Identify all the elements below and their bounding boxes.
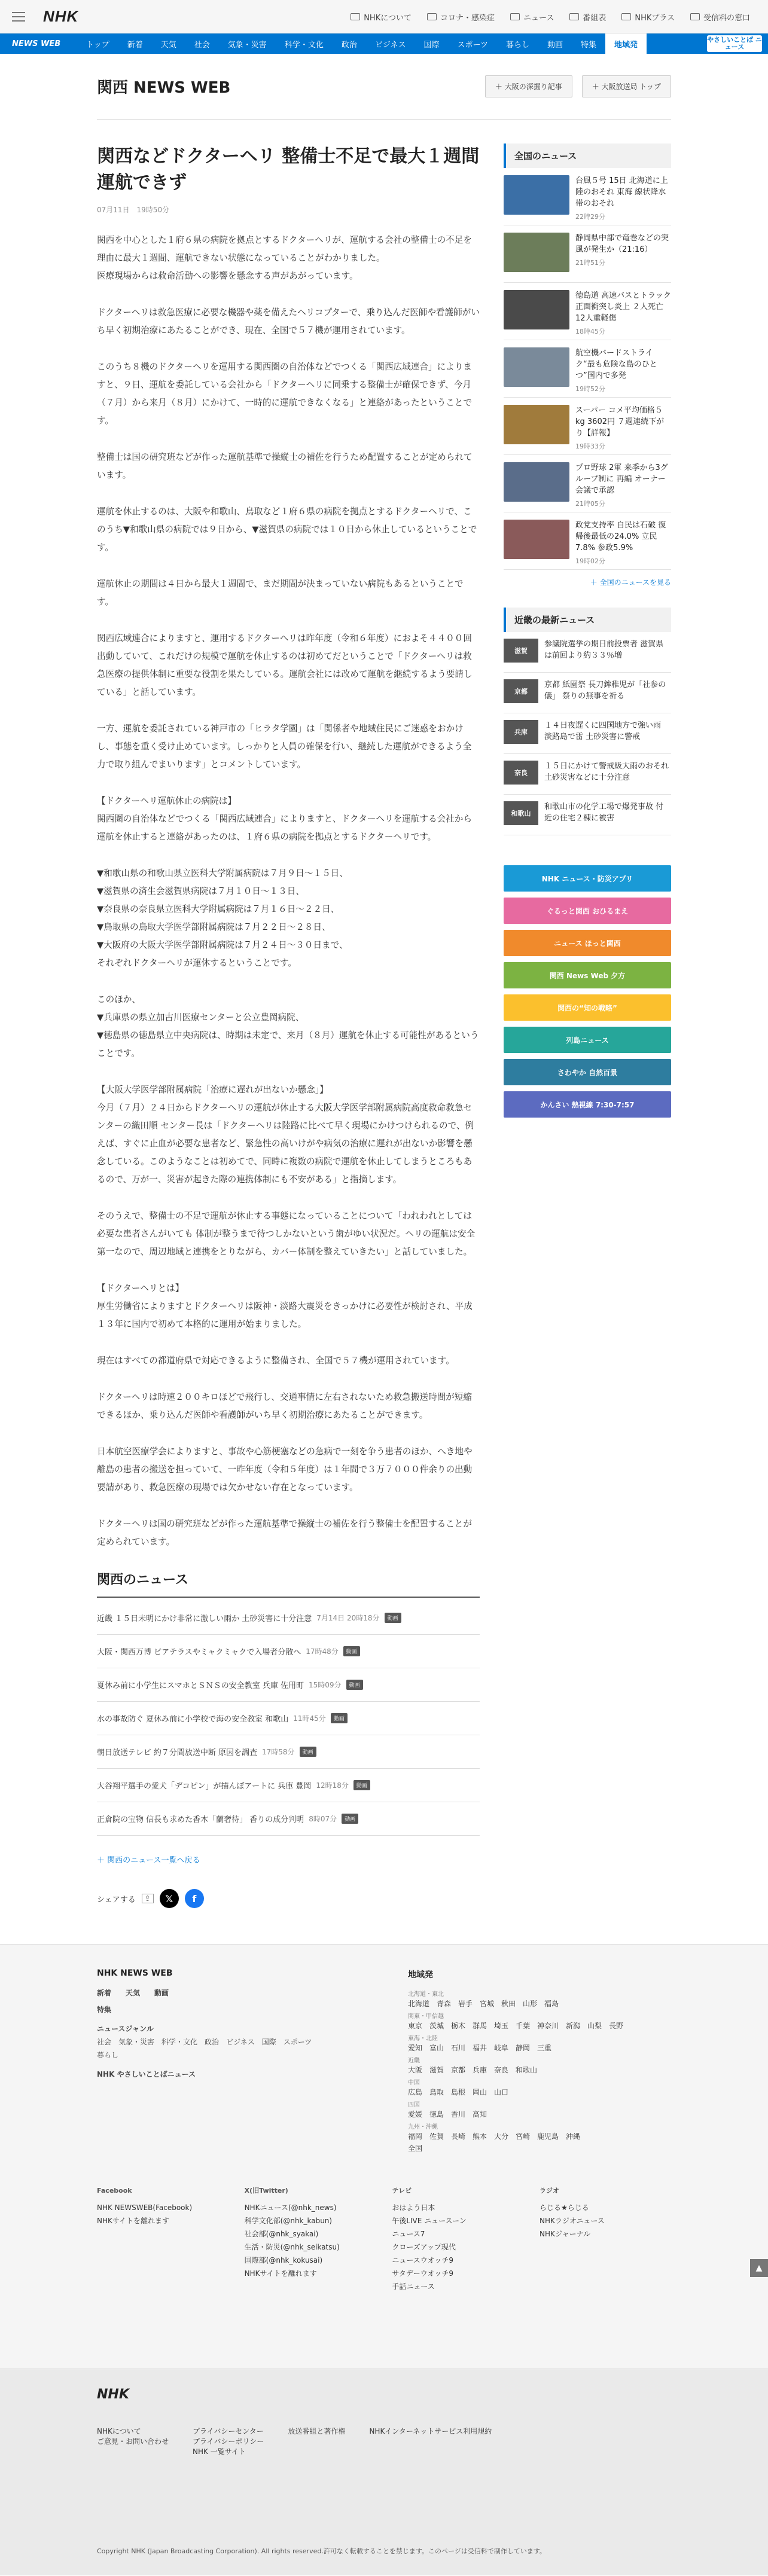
region-links[interactable]: 愛知 富山 石川 福井 岐阜 静岡 三重 — [408, 2044, 552, 2052]
prefecture-tag: 奈良 — [504, 761, 538, 785]
menu-icon[interactable] — [12, 11, 29, 23]
footer-link[interactable]: クローズアップ現代 — [392, 2243, 456, 2251]
nav-item-international[interactable]: 国際 — [423, 40, 440, 50]
nav-item-weather[interactable]: 天気 — [160, 40, 176, 50]
footer-genre-link[interactable]: 政治 — [205, 2038, 220, 2046]
kansai-news-time: 7月14日 20時18分 — [316, 1614, 380, 1622]
footer-link[interactable]: 社会部(@nhk_syakai) — [244, 2230, 319, 2238]
region-links[interactable]: 東京 茨城 栃木 群馬 埼玉 千葉 神奈川 新潟 山梨 長野 — [408, 2022, 624, 2030]
kinki-news-item[interactable] — [504, 795, 671, 835]
nav-item-video[interactable]: 動画 — [547, 40, 563, 50]
video-badge: 動画 — [346, 1680, 363, 1690]
nav-item-top[interactable]: トップ — [86, 40, 109, 50]
share-bar — [97, 1889, 480, 1932]
footer-genre-link[interactable]: 科学・文化 — [161, 2038, 198, 2046]
kansai-news-time: 12時18分 — [316, 1781, 349, 1790]
program-banner[interactable]: ぐるっと関西 おひるまえ — [504, 898, 671, 924]
national-news-title: 徳島道 高速バスとトラック正面衝突し炎上 ２人死亡 12人重軽傷 — [575, 291, 671, 323]
bottom-link-copyright[interactable]: 放送番組と著作権 — [288, 2427, 346, 2435]
video-badge: 動画 — [342, 1814, 358, 1824]
footer — [0, 1944, 768, 2369]
footer-column-heading: X(旧Twitter) — [244, 2187, 288, 2195]
footer-easy-news[interactable]: NHK やさしいことばニュース — [97, 2070, 196, 2078]
header-link-about[interactable]: NHKについて — [351, 11, 412, 23]
article-paragraph: 【ドクターヘリとは】 厚生労働省によりますとドクターヘリは阪神・淡路大震災をきっかけに必要性が検討され、平成１３年に国内で初めて本格的に運用が始まりました。 — [97, 1283, 473, 1329]
footer-genre-link[interactable]: ビジネス — [226, 2038, 255, 2046]
national-news-time: 22時29分 — [575, 213, 605, 221]
top-header — [0, 0, 768, 33]
national-news-item[interactable] — [504, 398, 671, 455]
article-paragraph: ドクターヘリは時速２００キロほどで飛行し、交通事情に左右されないため救急搬送時間が短縮できるほか、乗り込んだ医師や看護師がいち早く初期治療にあたることができます。 — [97, 1392, 472, 1420]
national-news-title: 政党支持率 自民は石破 復帰後最低の24.0% 立民 7.8% 参政5.9% — [575, 521, 666, 553]
national-news-title: スーパー コメ平均価格５kg 3602円 ７週連続下がり【詳報】 — [575, 406, 665, 438]
article-paragraph: ドクターヘリは救急医療に必要な機器や薬を備えたヘリコプターで、乗り込んだ医師や看護師がいち早く初期治療にあたることができ、現在、全国で５７機が運用されています。 — [97, 307, 480, 335]
article-paragraph: 【大阪大学医学部附属病院「治療に遅れが出ないか懸念」】 今月（７月）２４日からドクターヘリの運航が休止する大阪大学医学部附属病院高度救命救急センターの織田順 センター長は「ドクターヘリは陸路に比べて早く現場にかけつけられるので、例えば、すぐに止血が必要な患者など、緊急性の高いけがや病気の治療に遅れが出ないか影響を懸念している。このようなことは初めてで、同時に複数の病院で運航を休止してしまうところもあるので、万が一、災害が起きた際の連携体制にも不安がある」と指摘します。 — [97, 1085, 474, 1185]
header-link-news[interactable]: ニュース — [510, 11, 554, 23]
prefecture-tag: 京都 — [504, 679, 538, 703]
footer-link[interactable]: ニュースウオッチ9 — [392, 2256, 453, 2264]
footer-link-column — [245, 2184, 376, 2293]
footer-genre-link[interactable]: 国際 — [261, 2038, 276, 2046]
video-badge: 動画 — [331, 1713, 348, 1723]
news-thumbnail — [504, 175, 569, 215]
kansai-news-title: 近畿 １５日未明にかけ非常に激しい雨か 土砂災害に十分注意 — [97, 1614, 312, 1623]
easy-news-button[interactable]: やさしいことば ニュース — [707, 36, 762, 51]
main-nav — [0, 33, 768, 54]
footer-link-column — [392, 2184, 523, 2293]
footer-link[interactable]: サタデーウオッチ9 — [392, 2269, 453, 2278]
section-title[interactable]: 関西 NEWS WEB — [97, 79, 231, 97]
nav-item-life[interactable]: 暮らし — [505, 40, 529, 50]
article-paragraph: このうち８機のドクターヘリを運用する関西圏の自治体などでつくる「関西広域連合」によりますと、９日、運航を委託している会社から「ドクターヘリに同乗する整備士が確保できず、今月（７月）から来月（８月）にかけて、一時的に運航できなくなる」と連絡があったということです。 — [97, 362, 473, 426]
article-paragraph: 日本航空医療学会によりますと、事故や心筋梗塞などの急病で一刻を争う患者のほか、へき地や離島の患者の搬送を担っていて、一昨年度（令和５年度）は１年間で３万７０００件余りの出動要請があり、救急医療の現場では欠かせない存在となっています。 — [97, 1446, 473, 1493]
article-title: 関西などドクターヘリ 整備士不足で最大１週間運航できず — [97, 146, 480, 193]
nav-item-society[interactable]: 社会 — [194, 40, 210, 50]
nav-item-new[interactable]: 新着 — [127, 40, 143, 50]
bottom-link-privacy-center[interactable]: プライバシーセンター — [193, 2427, 264, 2435]
region-group-label: 北海道・東北 — [408, 1991, 444, 1998]
plus-icon — [621, 13, 631, 20]
kinki-news-item[interactable] — [504, 713, 671, 754]
footer-genre-link[interactable]: 気象・災害 — [118, 2038, 155, 2046]
national-news-time: 19時33分 — [575, 442, 605, 450]
schedule-icon — [569, 13, 579, 20]
footer-link-column — [97, 2184, 228, 2293]
footer-link-column — [540, 2184, 671, 2293]
kinki-news-title: １４日夜遅くに四国地方で強い雨 淡路島で雷 土砂災害に警戒 — [544, 721, 662, 741]
kinki-news-heading: 近畿の最新ニュース — [504, 608, 671, 632]
footer-link[interactable]: ニュース7 — [392, 2230, 425, 2238]
header-link-schedule[interactable]: 番組表 — [569, 11, 606, 23]
region-links[interactable]: 愛媛 徳島 香川 高知 — [408, 2110, 487, 2119]
footer-link[interactable]: NHKサイトを離れます — [244, 2269, 317, 2278]
article-date: 07月11日 19時50分 — [97, 206, 170, 214]
national-news-item[interactable] — [504, 283, 671, 340]
footer-links-grid — [97, 2184, 671, 2293]
footer-region-heading: 地域発 — [408, 1970, 433, 1980]
article-body — [97, 231, 480, 1551]
share-label: シェアする — [97, 1895, 136, 1904]
kansai-news-item[interactable] — [97, 1635, 480, 1668]
program-banner[interactable]: さわやか 自然百景 — [504, 1059, 671, 1085]
footer-link[interactable]: NHKニュース(@nhk_news) — [244, 2203, 337, 2212]
kansai-news-item[interactable] — [97, 1702, 480, 1735]
nhk-logo[interactable]: NHK — [43, 7, 79, 25]
article-paragraph: ▼和歌山県の和歌山県立医科大学附属病院は７月９日～１５日、 ▼滋賀県の済生会滋賀県病院は７月１０日～１３日、 ▼奈良県の奈良県立医科大学附属病院は７月１６日～２２日、 ▼鳥取県の鳥取大学医学部附属病院は７月２２日～２８日、 ▼大阪府の大阪大学医学部附属病院は７月２４日～３０日まで、 それぞれドクターヘリが運休するということです。 — [97, 868, 348, 968]
video-badge: 動画 — [385, 1613, 401, 1623]
footer-genre-heading: ニュースジャンル — [97, 2025, 154, 2033]
news-thumbnail — [504, 462, 569, 502]
bottom-footer — [0, 2369, 768, 2575]
kansai-news-title: 水の事故防ぐ 夏休み前に小学校で海の安全教室 和歌山 — [97, 1715, 289, 1724]
program-banner[interactable]: ニュース ほっと関西 — [504, 930, 671, 956]
nav-item-special[interactable]: 特集 — [581, 40, 597, 50]
page-content — [97, 54, 671, 1932]
prefecture-tag: 兵庫 — [504, 720, 538, 744]
national-news-item[interactable] — [504, 340, 671, 398]
nav-item-science[interactable]: 科学・文化 — [284, 40, 324, 50]
region-links[interactable]: 北海道 青森 岩手 宮城 秋田 山形 福島 — [408, 2000, 559, 2008]
footer-link[interactable]: NHKサイトを離れます — [97, 2217, 170, 2225]
article-paragraph: 関西を中心とした１府６県の病院を拠点とするドクターヘリが、運航する会社の整備士の不足を理由に最大１週間、運航できない状態になっていることがわかりました。 医療現場からは救命活動への影響を懸念する声があがっています。 — [97, 235, 472, 281]
footer-link-weather[interactable]: 天気 — [126, 1989, 141, 1997]
national-news-item[interactable] — [504, 225, 671, 283]
nav-item-region[interactable]: 地域発 — [605, 33, 647, 54]
kansai-news-time: 15時09分 — [309, 1681, 342, 1689]
bottom-link-privacy-policy[interactable]: プライバシーポリシー — [193, 2437, 264, 2446]
footer-link[interactable]: 手話ニュース — [392, 2282, 435, 2291]
kansai-news-list — [97, 1601, 480, 1836]
kansai-news-item[interactable] — [97, 1668, 480, 1702]
header-link-corona[interactable]: コロナ・感染症 — [427, 11, 495, 23]
national-news-heading: 全国のニュース — [504, 144, 671, 168]
national-news-item[interactable] — [504, 455, 671, 512]
national-news-title: プロ野球 2軍 来季から3グループ制に 再編 オーナー会議で承認 — [575, 463, 668, 495]
program-banner[interactable]: NHK ニュース・防災アプリ — [504, 865, 671, 892]
footer-link[interactable]: おはよう日本 — [392, 2203, 435, 2212]
copyright: Copyright NHK (Japan Broadcasting Corporation). All rights reserved.許可なく転載することを禁じます。このページは受信料で制作しています。 — [97, 2547, 546, 2555]
national-news-time: 21時51分 — [575, 259, 605, 267]
program-banner[interactable]: 関西の“知の戦略” — [504, 994, 671, 1021]
region-links[interactable]: 広島 鳥取 島根 岡山 山口 — [408, 2088, 509, 2096]
bottom-nhk-logo[interactable]: NHK — [97, 2387, 129, 2402]
national-news-list — [504, 168, 671, 570]
kansai-news-item[interactable] — [97, 1601, 480, 1635]
video-badge: 動画 — [353, 1780, 370, 1790]
kinki-news-title: １５日にかけて警戒級大雨のおそれ 土砂災害などに十分注意 — [544, 762, 669, 782]
footer-regions — [408, 1989, 671, 2154]
footer-link[interactable]: 国際部(@nhk_kokusai) — [244, 2256, 323, 2264]
kansai-news-time: 8時07分 — [309, 1815, 337, 1823]
video-badge: 動画 — [343, 1646, 360, 1656]
national-news-time: 19時02分 — [575, 557, 605, 565]
news-thumbnail — [504, 233, 569, 272]
kinki-news-list — [504, 632, 671, 835]
region-group-label: 東海・北陸 — [408, 2035, 438, 2042]
news-thumbnail — [504, 347, 569, 387]
kansai-news-item[interactable] — [97, 1769, 480, 1802]
program-banners — [504, 865, 671, 1118]
program-banner[interactable]: 関西 News Web 夕方 — [504, 962, 671, 988]
kansai-news-time: 17時48分 — [306, 1647, 339, 1656]
article-paragraph: そのうえで、整備士の不足で運航が休止する事態になっていることについて「われわれとしては必要な患者さんがいても 体制が整うまで待つしかないという歯がゆい状況だ。ヘリの運航は安全第一なので、周辺地域と連携をとりながら、カバー体制を整えていきたい」と話していました。 — [97, 1211, 476, 1257]
national-news-more-link[interactable]: ＋ 全国のニュースを見る — [590, 578, 671, 587]
bottom-link-about[interactable]: NHKについて — [97, 2427, 141, 2435]
news-thumbnail — [504, 290, 569, 329]
region-group-label: 関東・甲信越 — [408, 2013, 444, 2020]
kansai-news-time: 17時58分 — [262, 1748, 295, 1756]
national-news-title: 台風５号 15日 北海道に上陸のおそれ 東海 線状降水帯のおそれ — [575, 176, 668, 208]
nav-item-politics[interactable]: 政治 — [341, 40, 357, 50]
footer-link[interactable]: 生活・防災(@nhk_seikatsu) — [244, 2243, 340, 2251]
osaka-station-top-button[interactable]: ＋ 大阪放送局 トップ — [582, 75, 671, 97]
corona-icon — [427, 13, 437, 20]
national-news-time: 21時05分 — [575, 500, 605, 508]
kansai-news-item[interactable] — [97, 1735, 480, 1769]
footer-title[interactable]: NHK NEWS WEB — [97, 1968, 173, 1978]
footer-link[interactable]: 午後LIVE ニュースーン — [392, 2217, 467, 2225]
footer-link[interactable]: らじる★らじる — [539, 2203, 589, 2212]
kinki-news-title: 和歌山市の化学工場で爆発事故 付近の住宅２棟に被害 — [544, 802, 664, 823]
region-group-label: 四国 — [408, 2102, 420, 2108]
section-header — [97, 54, 671, 120]
prefecture-tag: 和歌山 — [504, 801, 538, 825]
bottom-link-sites[interactable]: NHK 一覧サイト — [193, 2447, 246, 2456]
region-links[interactable]: 全国 — [408, 2144, 423, 2153]
region-links[interactable]: 大阪 滋賀 京都 兵庫 奈良 和歌山 — [408, 2066, 538, 2074]
news-thumbnail — [504, 520, 569, 559]
national-news-title: 静岡県中部で竜巻などの突風が発生か（21:16） — [575, 234, 669, 254]
footer-link-new[interactable]: 新着 — [97, 1989, 112, 1997]
national-news-title: 航空機バードストライク“最も危険な島のひとつ”国内で多発 — [575, 349, 657, 380]
program-banner[interactable]: 列島ニュース — [504, 1027, 671, 1053]
kansai-news-title: 正倉院の宝物 信長も求めた香木「蘭奢待」 香りの成分判明 — [97, 1815, 304, 1824]
kansai-news-item[interactable] — [97, 1802, 480, 1836]
program-banner[interactable]: かんさい 熱視線 7:30-7:57 — [504, 1091, 671, 1118]
kansai-news-title: 大阪・関西万博 ビアテラスやミャクミャクで入場者分散へ — [97, 1648, 301, 1657]
region-group-label: 近畿 — [408, 2058, 420, 2064]
kansai-news-title: 朝日放送テレビ 約７分間放送中断 原因を調査 — [97, 1748, 258, 1757]
national-news-time: 19時52分 — [575, 385, 605, 393]
footer-link[interactable]: 科学文化部(@nhk_kabun) — [244, 2217, 333, 2225]
share-icon[interactable]: ⇪ — [142, 1894, 154, 1903]
kansai-news-heading: 関西のニュース — [97, 1570, 480, 1598]
header-link-fee[interactable]: 受信料の窓口 — [690, 11, 750, 23]
news-icon — [510, 13, 520, 20]
kinki-news-title: 京都 紙園祭 長刀鉾稚児が「社参の儀」 祭りの無事を祈る — [544, 680, 666, 701]
national-news-time: 18時45分 — [575, 328, 605, 335]
national-news-item[interactable] — [504, 512, 671, 570]
bottom-link-contact[interactable]: ご意見・お問い合わせ — [97, 2437, 169, 2446]
article-paragraph: 現在はすべての都道府県で対応できるように整備され、全国で５７機が運用されています。 — [97, 1356, 455, 1366]
footer-link-special[interactable]: 特集 — [97, 2006, 112, 2014]
footer-genres — [97, 2035, 312, 2062]
nav-brand[interactable]: NEWS WEB — [12, 39, 61, 48]
kansai-news-more-link[interactable]: ＋ 関西のニュース一覧へ戻る — [97, 1856, 200, 1865]
region-group-label: 九州・沖縄 — [408, 2124, 438, 2131]
nav-item-sports[interactable]: スポーツ — [457, 40, 488, 50]
article-paragraph: 関西広域連合によりますと、運用するドクターヘリは昨年度（令和６年度）におよそ４４００回出動していて、これだけの規模で運航を休止するのは初めてだということで「ドクターヘリは救急医療の提供体制に重要な役割を果たしている。運航会社には改めて運航を継続するよう要請している」と話しています。 — [97, 633, 473, 697]
back-to-top-button[interactable]: ▲ — [750, 2259, 768, 2277]
footer-genre-link[interactable]: スポーツ — [283, 2038, 312, 2046]
kansai-news-title: 大谷翔平選手の愛犬「デコピン」が描んぼアートに 兵庫 豊岡 — [97, 1782, 312, 1791]
header-links — [351, 0, 750, 33]
footer-link[interactable]: NHKジャーナル — [539, 2230, 590, 2238]
news-thumbnail — [504, 405, 569, 444]
facebook-icon[interactable]: f — [185, 1889, 204, 1908]
article-paragraph: 運航を休止するのは、大阪や和歌山、鳥取など１府６県の病院を拠点とするドクターヘリで、このうち▼和歌山県の病院では９日から、▼滋賀県の病院では１０日から休止しているということです。 — [97, 506, 477, 553]
header-link-plus[interactable]: NHKプラス — [621, 11, 675, 23]
footer-genre-link[interactable]: 暮らし — [97, 2051, 119, 2059]
footer-link[interactable]: NHKラジオニュース — [539, 2217, 605, 2225]
region-group-label: 中国 — [408, 2080, 420, 2086]
osaka-deep-articles-button[interactable]: ＋ 大阪の深掘り記事 — [485, 75, 572, 97]
kansai-news-time: 11時45分 — [293, 1714, 326, 1723]
article-paragraph: 【ドクターヘリ運航休止の病院は】 関西圏の自治体などでつくる「関西広域連合」によりますと、ドクターヘリを運航する会社から運航を休止すると連絡があったのは、１府６県の病院を拠点とするドクターヘリです。 — [97, 796, 472, 842]
footer-link-video[interactable]: 動画 — [154, 1989, 169, 1997]
kinki-news-item[interactable] — [504, 673, 671, 713]
kinki-news-title: 参議院選挙の期日前投票者 滋賀県は前回より約３３％増 — [544, 640, 664, 660]
article-paragraph: 運航休止の期間は４日から最大１週間で、まだ期間が決まっていない病院もあるということです。 — [97, 579, 464, 607]
bottom-link-terms[interactable]: NHKインターネットサービス利用規約 — [369, 2427, 492, 2435]
footer-column-heading: テレビ — [392, 2187, 412, 2195]
nhk-icon — [351, 13, 360, 20]
footer-column-heading: ラジオ — [539, 2187, 559, 2195]
article-column — [97, 144, 480, 1932]
nav-item-disaster[interactable]: 気象・災害 — [227, 40, 267, 50]
footer-column-heading: Facebook — [97, 2187, 132, 2195]
national-news-item[interactable] — [504, 168, 671, 225]
prefecture-tag: 滋賀 — [504, 639, 538, 663]
nav-item-business[interactable]: ビジネス — [374, 40, 406, 50]
article-paragraph: このほか、 ▼兵庫県の県立加古川医療センターと公立豊岡病院、 ▼徳島県の徳島県立中央病院は、時期は未定で、来月（８月）運航を休止する可能性があるということです。 — [97, 994, 479, 1058]
video-badge: 動画 — [300, 1747, 316, 1757]
article-paragraph: 整備士は国の研究班などが作った運航基準で操縦士の補佐を行うため配置することが定められています。 — [97, 452, 473, 480]
footer-link[interactable]: NHK NEWSWEB(Facebook) — [97, 2203, 193, 2212]
fee-icon — [690, 13, 700, 20]
kansai-news-title: 夏休み前に小学生にスマホとＳＮＳの安全教室 兵庫 佐用町 — [97, 1681, 304, 1690]
sidebar — [504, 144, 671, 1932]
region-links[interactable]: 福岡 佐賀 長崎 熊本 大分 宮崎 鹿児島 沖縄 — [408, 2132, 581, 2141]
article-paragraph: 一方、運航を委託されている神戸市の「ヒラタ学園」は「関係者や地域住民にご迷惑をおかけし、事態を重く受け止めています。しっかりと人員の確保を行い、継続した運航ができるよう全力で取り組んでまいります」とコメントしています。 — [97, 724, 472, 770]
kinki-news-item[interactable] — [504, 754, 671, 795]
article-paragraph: ドクターヘリは国の研究班などが作った運航基準で操縦士の補佐を行う整備士を配置することが定められています。 — [97, 1519, 472, 1547]
footer-genre-link[interactable]: 社会 — [97, 2038, 112, 2046]
kinki-news-item[interactable] — [504, 632, 671, 673]
x-icon[interactable]: 𝕏 — [160, 1889, 179, 1908]
